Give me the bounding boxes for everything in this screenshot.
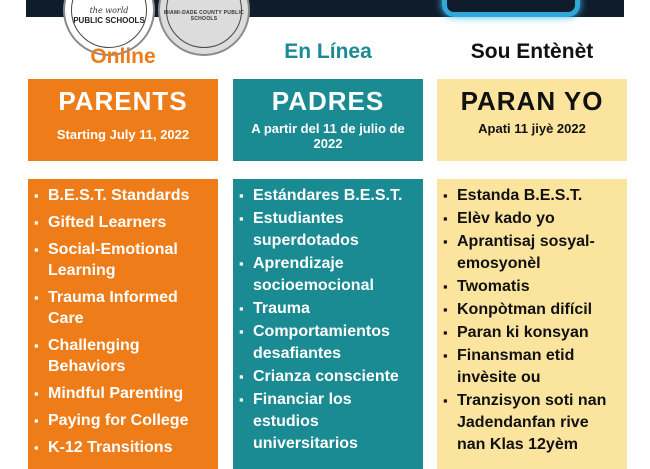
list-item <box>443 276 619 298</box>
list-item <box>239 208 415 252</box>
list-item <box>34 410 210 431</box>
list-item-label: Gifted Learners <box>48 214 167 231</box>
list-item-label: Twomatis <box>457 278 530 295</box>
list-item-label: Trauma <box>253 300 310 317</box>
padres-header <box>233 79 423 161</box>
list-item-label: Trauma Informed Care <box>48 289 178 327</box>
column-language-spanish: En Línea <box>284 40 372 63</box>
list-item-label: Mindful Parenting <box>48 385 184 402</box>
list-item-label: Elèv kado yo <box>457 210 555 227</box>
list-item-label: Estudiantes superdotados <box>253 210 359 249</box>
bullet-icon: ▪ <box>239 369 244 384</box>
list-item <box>443 322 619 344</box>
paran-title: PARAN YO <box>460 86 604 116</box>
bullet-icon: ▪ <box>34 215 39 230</box>
paran-header <box>437 79 627 161</box>
parents-date: Starting July 11, 2022 <box>56 127 190 142</box>
bullet-icon: ▪ <box>443 348 448 363</box>
column-language-creole: Sou Entènèt <box>470 40 594 63</box>
bullet-icon: ▪ <box>443 393 448 408</box>
padres-date: A partir del 11 de julio de 2022 <box>251 121 405 151</box>
list-item <box>34 335 210 377</box>
list-item-label: Paying for College <box>48 412 189 429</box>
list-item-label: Konpòtman difícil <box>457 301 593 318</box>
list-item-label: Aprendizaje socioemocional <box>253 255 374 294</box>
list-item-label: Social-Emotional Learning <box>48 241 178 279</box>
list-item-label: Tranzisyon soti nan Jadendanfan rive nan Klas 12yèm <box>457 392 607 453</box>
bullet-icon: ▪ <box>239 256 244 271</box>
bullet-icon: ▪ <box>239 301 244 316</box>
logo-motto: the world <box>89 6 129 15</box>
list-item <box>443 299 619 321</box>
parents-topic-list <box>28 179 218 469</box>
bullet-icon: ▪ <box>34 290 39 305</box>
list-item <box>239 321 415 365</box>
bullet-icon: ▪ <box>34 338 39 353</box>
banner-graphic <box>442 0 580 17</box>
list-item-label: Finansman etid invèsite ou <box>457 347 575 386</box>
bullet-icon: ▪ <box>34 413 39 428</box>
parents-header <box>28 79 218 161</box>
list-item <box>239 185 415 207</box>
bullet-icon: ▪ <box>239 188 244 203</box>
bullet-icon: ▪ <box>239 211 244 226</box>
bullet-icon: ▪ <box>443 279 448 294</box>
bullet-icon: ▪ <box>34 242 39 257</box>
bullet-icon: ▪ <box>34 386 39 401</box>
list-item <box>239 253 415 297</box>
list-item-label: Estanda B.E.S.T. <box>457 187 583 204</box>
padres-title: PADRES <box>271 86 385 116</box>
list-item-label: Comportamientos desafiantes <box>253 323 390 362</box>
list-item <box>34 287 210 329</box>
bullet-icon: ▪ <box>239 324 244 339</box>
list-item <box>443 208 619 230</box>
list-item-label: Estándares B.E.S.T. <box>253 187 403 204</box>
bullet-icon: ▪ <box>443 302 448 317</box>
bullet-icon: ▪ <box>443 325 448 340</box>
bullet-icon: ▪ <box>443 234 448 249</box>
padres-topic-list <box>233 179 423 469</box>
bullet-icon: ▪ <box>34 440 39 455</box>
list-item-label: Crianza consciente <box>253 368 399 385</box>
column-language-english: Online <box>90 45 156 68</box>
bullet-icon: ▪ <box>443 211 448 226</box>
list-item <box>239 298 415 320</box>
bullet-icon: ▪ <box>443 188 448 203</box>
list-item-label: Financiar los estudios universitarios <box>253 391 358 452</box>
paran-topic-list <box>437 179 627 469</box>
list-item <box>239 366 415 388</box>
list-item-label: Aprantisaj sosyal-emosyonèl <box>457 233 595 272</box>
list-item <box>34 239 210 281</box>
bullet-icon: ▪ <box>239 392 244 407</box>
seal-text: MIAMI-DADE COUNTY PUBLIC SCHOOLS <box>163 10 245 22</box>
paran-date: Apati 11 jiyè 2022 <box>478 121 586 136</box>
list-item-label: Challenging Behaviors <box>48 337 140 375</box>
parents-title: PARENTS <box>58 86 188 116</box>
list-item <box>34 185 210 206</box>
list-item <box>443 345 619 389</box>
list-item <box>34 212 210 233</box>
list-item-label: B.E.S.T. Standards <box>48 187 190 204</box>
list-item <box>239 389 415 455</box>
bullet-icon: ▪ <box>34 188 39 203</box>
logo-text: PUBLIC SCHOOLS <box>73 16 145 25</box>
list-item <box>34 383 210 404</box>
seal-ring <box>166 0 242 48</box>
list-item <box>34 437 210 458</box>
list-item <box>443 231 619 275</box>
list-item <box>443 390 619 456</box>
list-item-label: Paran ki konsyan <box>457 324 589 341</box>
list-item <box>443 185 619 207</box>
list-item-label: K-12 Transitions <box>48 439 173 456</box>
